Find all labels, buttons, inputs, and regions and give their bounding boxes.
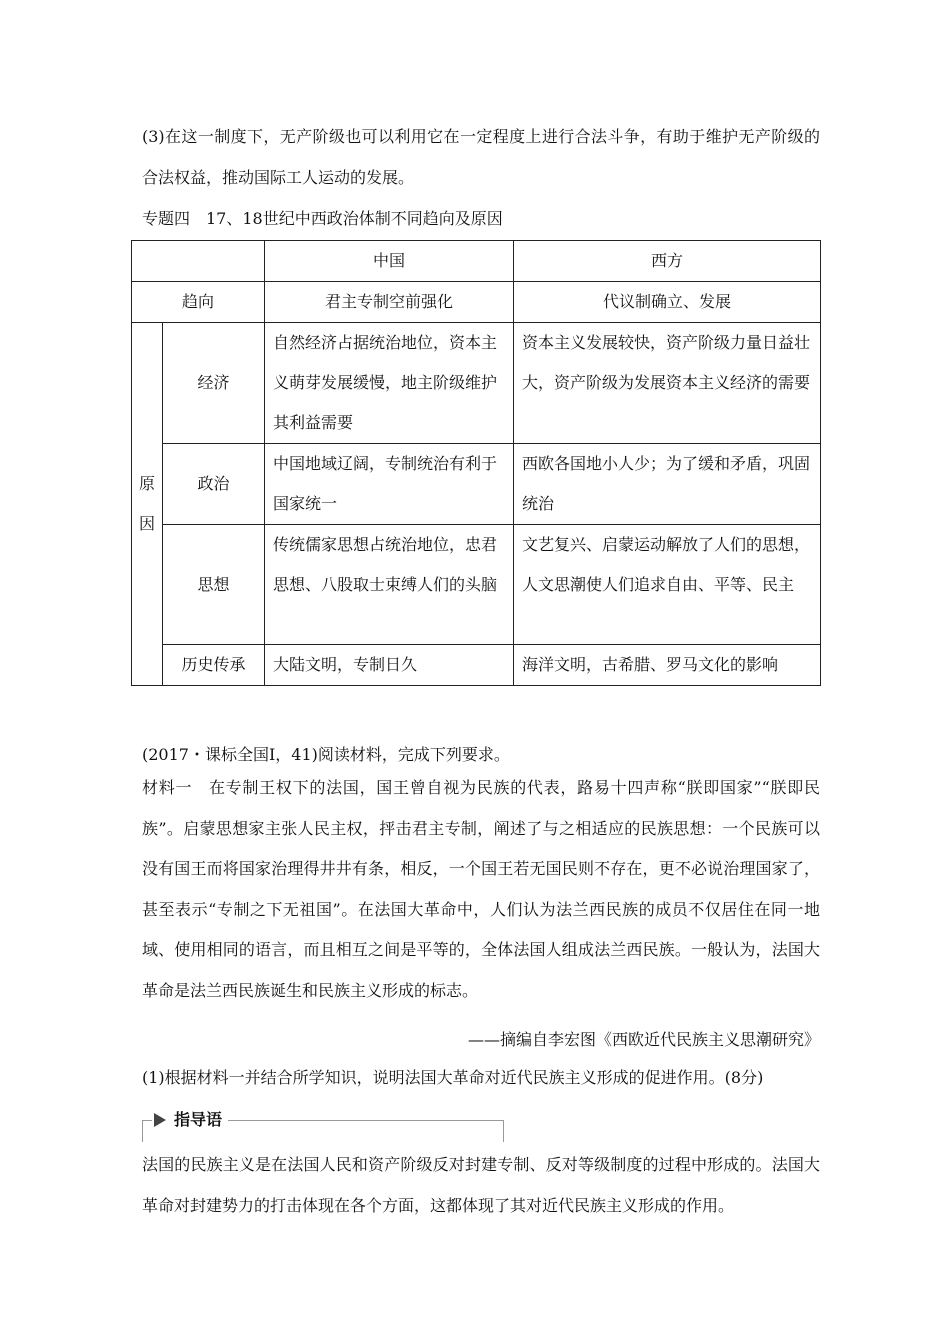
thought-west: 文艺复兴、启蒙运动解放了人们的思想，人文思潮使人们追求自由、平等、民主	[514, 525, 821, 645]
economy-west: 资本主义发展较快，资产阶级力量日益壮大，资产阶级为发展资本主义经济的需要	[514, 323, 821, 444]
header-west: 西方	[514, 241, 821, 282]
material-source: ——摘编自李宏图《西欧近代民族主义思潮研究》	[467, 1030, 820, 1049]
arrow-right-icon	[154, 1113, 166, 1127]
guide-box	[142, 1104, 504, 1144]
row-label-heritage: 历史传承	[163, 645, 265, 686]
politics-west: 西欧各国地小人少；为了缓和矛盾，巩固统治	[514, 444, 821, 525]
guide-text: 法国的民族主义是在法国人民和资产阶级反对封建专制、反对等级制度的过程中形成的。法国大革命对封建势力的打击体现在各个方面，这都体现了其对近代民族主义形成的作用。	[142, 1155, 820, 1215]
question-1: (1)根据材料一并结合所学知识，说明法国大革命对近代民族主义形成的促进作用。(8分)	[142, 1068, 764, 1087]
trend-label: 趋向	[132, 282, 265, 323]
guide-bracket-right	[503, 1120, 504, 1142]
header-empty-cell	[132, 241, 265, 282]
question-intro: (2017・课标全国Ⅰ，41)阅读材料，完成下列要求。	[142, 745, 510, 764]
row-label-thought: 思想	[163, 525, 265, 645]
politics-china: 中国地域辽阔，专制统治有利于国家统一	[265, 444, 514, 525]
row-label-economy: 经济	[163, 323, 265, 444]
heritage-west: 海洋文明，古希腊、罗马文化的影响	[514, 645, 821, 686]
guide-line-left	[142, 1120, 152, 1121]
economy-china: 自然经济占据统治地位，资本主义萌芽发展缓慢，地主阶级维护其利益需要	[265, 323, 514, 444]
heritage-china: 大陆文明，专制日久	[265, 645, 514, 686]
thought-china: 传统儒家思想占统治地位，忠君思想、八股取士束缚人们的头脑	[265, 525, 514, 645]
reason-label	[132, 323, 163, 686]
header-china: 中国	[265, 241, 514, 282]
trend-china: 君主专制空前强化	[265, 282, 514, 323]
row-label-politics: 政治	[163, 444, 265, 525]
comparison-table	[131, 240, 821, 686]
guide-line-top	[228, 1120, 504, 1121]
reason-label-char-2: 因	[138, 514, 155, 533]
material-one: 材料一 在专制王权下的法国，国王曾自视为民族的代表，路易十四声称“朕即国家”“朕即民族”。启蒙思想家主张人民主权，抨击君主专制，阐述了与之相适应的民族思想：一个民族可以没有国王而将国家治理得井井有条，相反，一个国王若无国民则不存在，更不必说治理国家了，甚至表示“专制之下无祖国”。在法国大革命中，人们认为法兰西民族的成员不仅居住在同一地域、使用相同的语言，而且相互之间是平等的，全体法国人组成法兰西民族。一般认为，法国大革命是法兰西民族诞生和民族主义形成的标志。	[142, 778, 820, 1000]
topic-heading: 专题四 17、18世纪中西政治体制不同趋向及原因	[142, 209, 503, 228]
paragraph-point-3: (3)在这一制度下，无产阶级也可以利用它在一定程度上进行合法斗争，有助于维护无产阶级的合法权益，推动国际工人运动的发展。	[142, 127, 820, 187]
guide-bracket-left	[142, 1120, 143, 1142]
guide-label: 指导语	[174, 1110, 223, 1129]
trend-west: 代议制确立、发展	[514, 282, 821, 323]
reason-label-char-1: 原	[138, 474, 155, 493]
